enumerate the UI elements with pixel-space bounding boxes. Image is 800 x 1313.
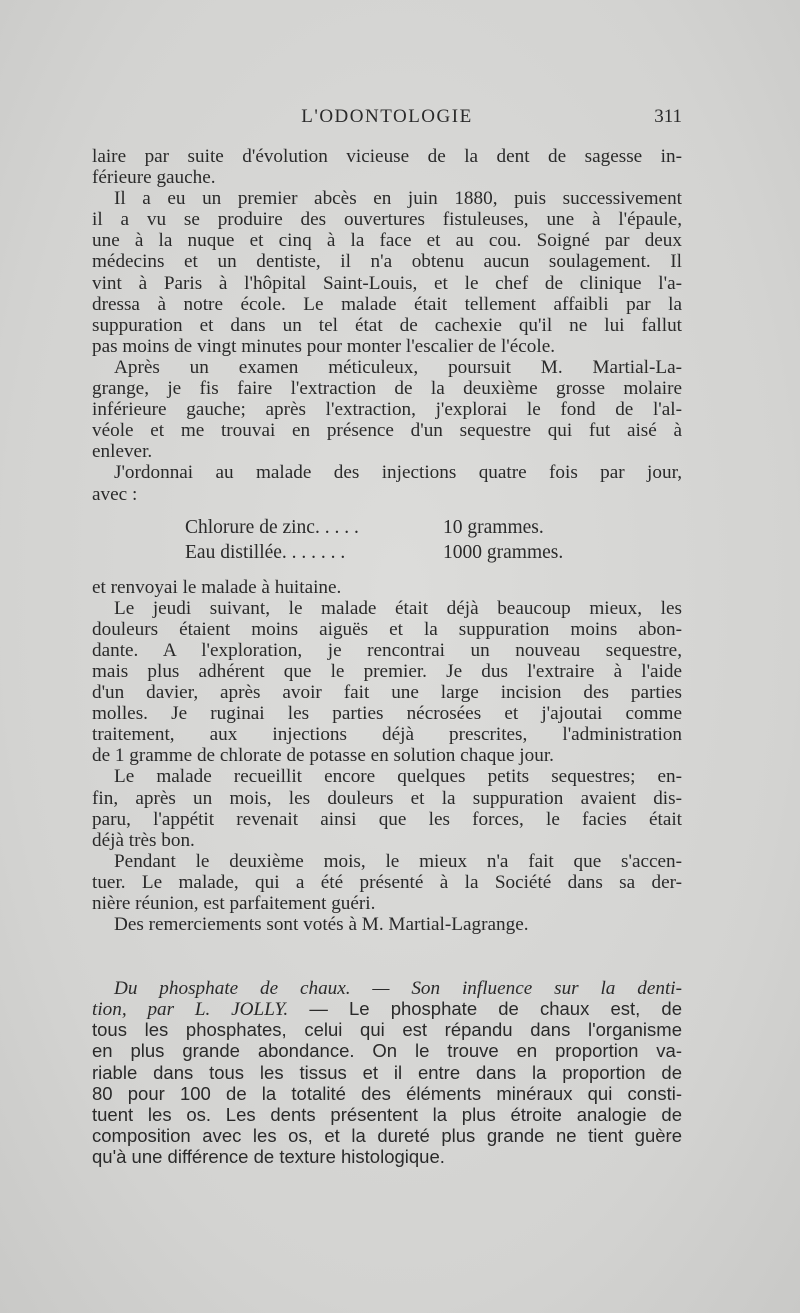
prescription-row <box>185 515 682 540</box>
text-line: dressa à notre école. Le malade était tellement affaibli par la <box>92 293 682 315</box>
text-line: riable dans tous les tissus et il entre dans la proportion de <box>92 1061 682 1083</box>
paragraph-8 <box>92 851 682 914</box>
text-line: molles. Je ruginai les parties nécrosées et j'ajoutai comme <box>92 703 682 725</box>
text-line <box>92 998 682 1019</box>
text-line: férieure gauche. <box>92 167 216 189</box>
text-line: Il a eu un premier abcès en juin 1880, puis successivement <box>114 188 682 210</box>
text-line: suppuration et dans un tel état de cachexie qu'il ne lui fallut <box>92 314 682 336</box>
text-line: de 1 gramme de chlorate de potasse en solution chaque jour. <box>92 745 554 767</box>
text-line: vint à Paris à l'hôpital Saint-Louis, et le chef de clinique l'a- <box>92 272 682 294</box>
text-line: médecins et un dentiste, il n'a obtenu aucun soulagement. Il <box>92 251 682 273</box>
paragraph-9 <box>92 914 682 935</box>
paragraph-5 <box>92 577 682 598</box>
text-line: laire par suite d'évolution vicieuse de la dent de sagesse in- <box>92 146 682 167</box>
paragraph-2 <box>92 188 682 357</box>
text-line: une à la nuque et cinq à la face et au cou. Soigné par deux <box>92 230 682 252</box>
text-line: il a vu se produire des ouvertures fistuleuses, une à l'épaule, <box>92 209 682 231</box>
text-line: douleurs étaient moins aiguës et la suppuration moins abon- <box>92 618 682 640</box>
abstract-title-author: tion, par L. JOLLY. <box>92 999 289 1021</box>
text-line: Pendant le deuxième mois, le mieux n'a fait que s'accen- <box>114 850 682 872</box>
quantity: 10 grammes. <box>443 516 544 538</box>
text-line: Le malade recueillit encore quelques petits sequestres; en- <box>114 766 682 788</box>
quantity: 1000 grammes. <box>443 541 564 563</box>
text-line: traitement, aux injections déjà prescrites, l'administration <box>92 724 682 746</box>
ingredient: Chlorure de zinc. . . . . <box>185 516 359 538</box>
paragraph-6 <box>92 598 682 767</box>
text-line: tuent les os. Les dents présentent la plus étroite analogie de <box>92 1103 682 1125</box>
text-line: d'un davier, après avoir fait une large incision des parties <box>92 682 682 704</box>
running-head <box>92 104 682 134</box>
text-line: et renvoyai le malade à huitaine. <box>92 576 342 598</box>
text-line: composition avec les os, et la dureté plus grande ne tient guère <box>92 1124 682 1146</box>
prescription-row <box>185 540 682 565</box>
paragraph-4 <box>92 462 682 504</box>
abstract-section <box>92 977 682 1167</box>
text-line: pas moins de vingt minutes pour monter l'escalier de l'école. <box>92 335 556 357</box>
page-number: 311 <box>654 106 682 127</box>
text-line: Le jeudi suivant, le malade était déjà beaucoup mieux, les <box>114 597 682 619</box>
paragraph-7 <box>92 766 682 850</box>
journal-title: L'ODONTOLOGIE <box>301 106 473 127</box>
text-line: avec : <box>92 483 138 505</box>
text-line: déjà très bon. <box>92 829 195 851</box>
text-line: dante. A l'exploration, je rencontrai un nouveau sequestre, <box>92 639 682 661</box>
abstract-text: — Le phosphate de chaux est, de <box>288 998 683 1020</box>
paragraph-3 <box>92 357 682 462</box>
text-line: mais plus adhérent que le premier. Je dus l'extraire à l'aide <box>92 660 682 682</box>
text-line: qu'à une différence de texture histologique. <box>92 1145 445 1167</box>
text-line: fin, après un mois, les douleurs et la suppuration avaient dis- <box>92 787 682 809</box>
text-line: tous les phosphates, celui qui est répandu dans l'organisme <box>92 1019 682 1041</box>
text-line: enlever. <box>92 441 153 463</box>
abstract-title: Du phosphate de chaux. — Son influence sur la denti- <box>114 978 682 1000</box>
ingredient: Eau distillée. . . . . . . <box>185 541 346 563</box>
paragraph-1 <box>92 146 682 188</box>
prescription-table <box>92 515 682 565</box>
text-line: tuer. Le malade, qui a été présenté à la Société dans sa der- <box>92 871 682 893</box>
text-line: inférieure gauche; après l'extraction, j'explorai le fond de l'al- <box>92 399 682 421</box>
text-line: véole et me trouvai en présence d'un sequestre qui fut aisé à <box>92 420 682 442</box>
text-line: Des remerciements sont votés à M. Martial-Lagrange. <box>114 914 529 936</box>
article-body <box>92 146 682 1167</box>
text-line: 80 pour 100 de la totalité des éléments minéraux qui consti- <box>92 1082 682 1104</box>
text-line: nière réunion, est parfaitement guéri. <box>92 893 376 914</box>
abstract-title-line <box>92 977 682 998</box>
text-line: paru, l'appétit revenait ainsi que les forces, le facies était <box>92 808 682 830</box>
text-line: J'ordonnai au malade des injections quatre fois par jour, <box>114 462 682 484</box>
text-line: Après un examen méticuleux, poursuit M. Martial-La- <box>114 356 682 378</box>
text-line: grange, je fis faire l'extraction de la deuxième grosse molaire <box>92 378 682 400</box>
text-line: en plus grande abondance. On le trouve en proportion va- <box>92 1040 682 1062</box>
